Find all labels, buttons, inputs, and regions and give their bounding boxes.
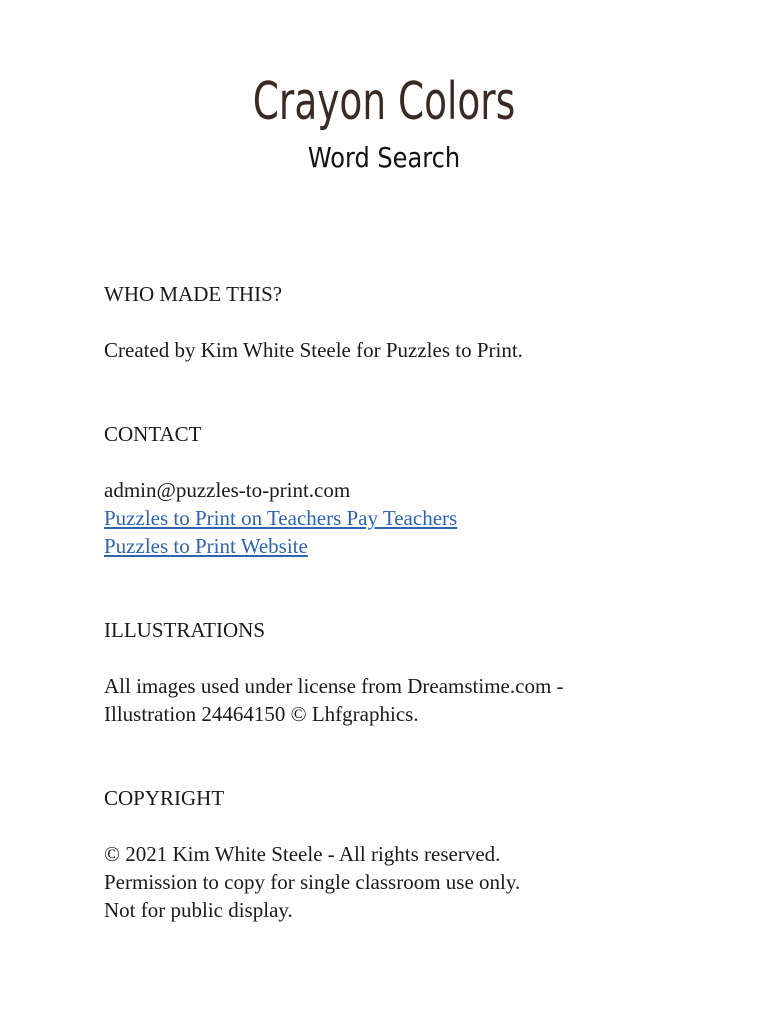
- section-body-copyright: [104, 840, 704, 924]
- section-body-who: [104, 336, 704, 364]
- illustrations-line-2: Illustration 24464150 © Lhfgraphics.: [104, 702, 419, 726]
- section-heading-illustrations: ILLUSTRATIONS: [104, 618, 265, 642]
- section-illustrations: [104, 616, 704, 728]
- illustrations-line-1: All images used under license from Dreamstime.com -: [104, 674, 564, 698]
- section-body-contact: [104, 476, 704, 560]
- spacer: [104, 560, 704, 616]
- tpt-store-link[interactable]: Puzzles to Print on Teachers Pay Teachers: [104, 506, 458, 530]
- section-heading-contact: CONTACT: [104, 422, 202, 446]
- section-contact: [104, 420, 704, 560]
- creator-text: Created by Kim White Steele for Puzzles to Print.: [104, 338, 523, 362]
- spacer: [104, 364, 704, 420]
- page-subtitle: Word Search: [307, 141, 461, 174]
- page-title: Crayon Colors: [252, 72, 516, 132]
- contact-email: admin@puzzles-to-print.com: [104, 478, 351, 502]
- section-heading-copyright: COPYRIGHT: [104, 786, 225, 810]
- copyright-line-3: Not for public display.: [104, 898, 293, 922]
- website-link[interactable]: Puzzles to Print Website: [104, 534, 308, 558]
- copyright-line-1: © 2021 Kim White Steele - All rights reserved.: [104, 842, 501, 866]
- credits-content: [104, 280, 704, 924]
- section-body-illustrations: [104, 672, 704, 728]
- spacer: [104, 728, 704, 784]
- copyright-line-2: Permission to copy for single classroom use only.: [104, 870, 521, 894]
- section-copyright: [104, 784, 704, 924]
- section-heading-who: WHO MADE THIS?: [104, 282, 283, 306]
- section-who-made-this: [104, 280, 704, 364]
